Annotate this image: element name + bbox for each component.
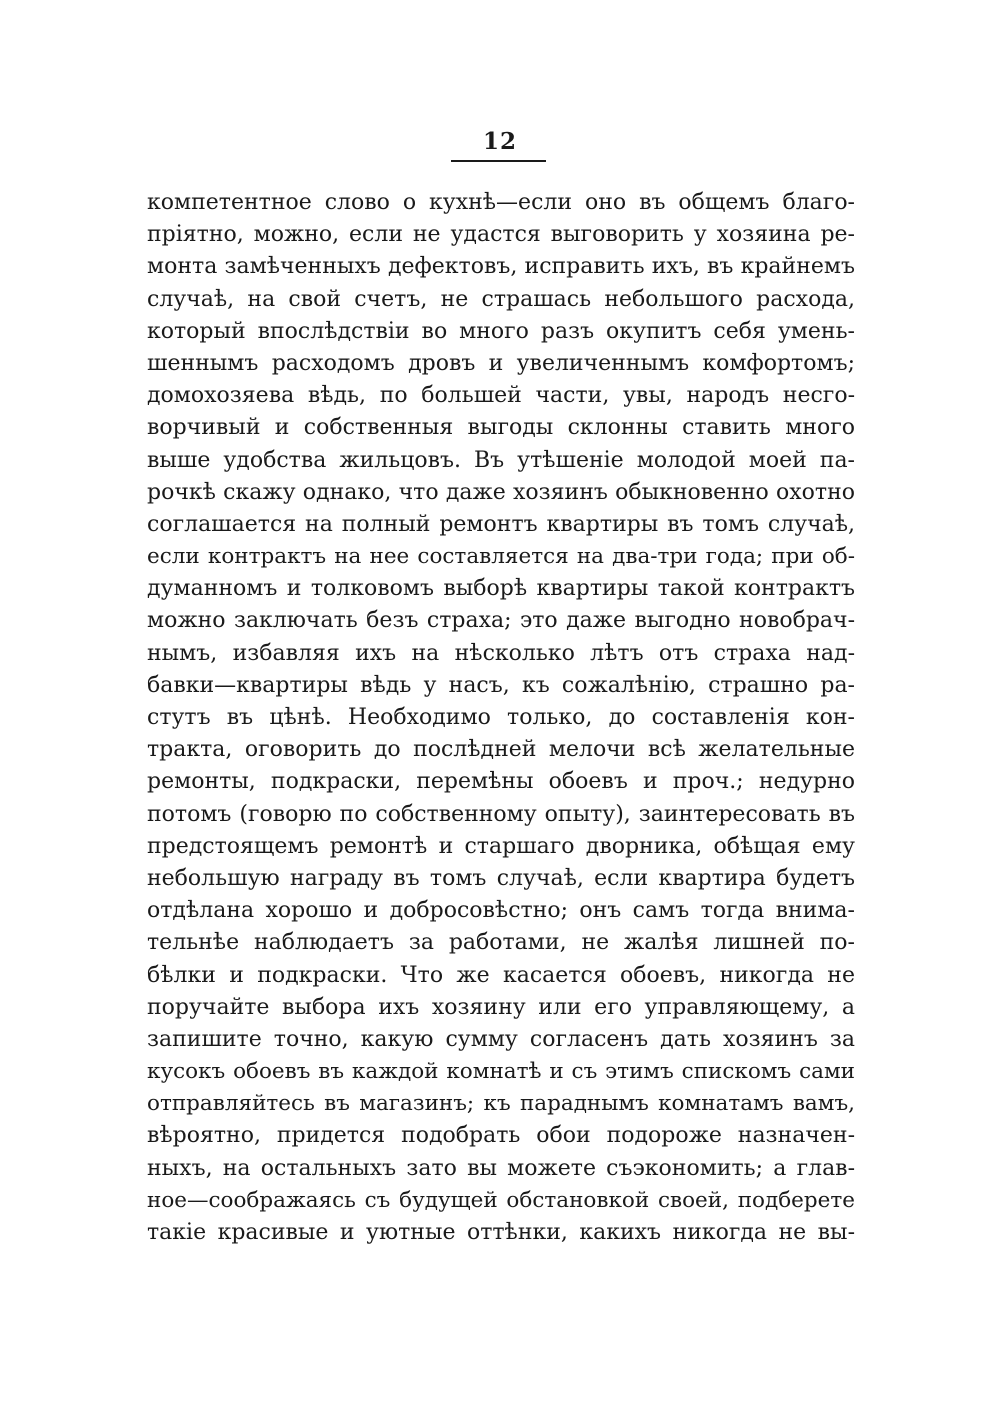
text-line: кусокъ обоевъ въ каждой комнатѣ и съ этимъ спискомъ сами [147,1059,855,1085]
text-line: рочкѣ скажу однако, что даже хозяинъ обыкновенно охотно [147,479,855,505]
text-line: монта замѣченныхъ дефектовъ, исправить ихъ, въ крайнемъ [147,254,855,280]
text-line: потомъ (говорю по собственному опыту), заинтересовать въ [147,801,855,827]
text-line: бѣлки и подкраски. Что же касается обоевъ, никогда не [147,962,855,988]
text-line: думанномъ и толковомъ выборѣ квартиры такой контрактъ [147,576,855,602]
text-line: компетентное слово о кухнѣ—если оно въ общемъ благо- [147,190,855,215]
page-number: 12 [482,128,517,155]
text-line: пріятно, можно, если не удастся выговорить у хозяина ре- [147,222,855,248]
text-line: бавки—квартиры вѣдь у насъ, къ сожалѣнію, страшно ра- [147,672,855,698]
text-line: соглашается на полный ремонтъ квартиры въ томъ случаѣ, [147,511,855,537]
text-line: нымъ, избавляя ихъ на нѣсколько лѣтъ отъ страха над- [147,640,855,666]
text-line: стутъ въ цѣнѣ. Необходимо только, до составленія кон- [147,705,855,730]
text-line: тельнѣе наблюдаетъ за работами, не жалѣя лишней по- [147,930,855,956]
text-line: выше удобства жильцовъ. Въ утѣшеніе молодой моей па- [147,447,855,473]
text-line: предстоящемъ ремонтѣ и старшаго дворника, обѣщая ему [147,833,855,859]
text-line: ныхъ, на остальныхъ зато вы можете съэкономить; а глав- [147,1155,855,1181]
text-line: домохозяева вѣдь, по большей части, увы, народъ несго- [147,383,855,409]
text-line: запишите точно, какую сумму согласенъ дать хозяинъ за [147,1026,855,1052]
text-line: вѣроятно, придется подобрать обои подороже назначен- [147,1123,855,1149]
text-line: ворчивый и собственныя выгоды склонны ставить много [147,415,855,441]
text-line: шеннымъ расходомъ дровъ и увеличеннымъ комфортомъ; [147,350,855,376]
text-line: случаѣ, на свой счетъ, не страшась небольшого расхода, [147,286,855,312]
text-line: отправляйтесь въ магазинъ; къ параднымъ комнатамъ вамъ, [147,1091,855,1117]
text-line: ное—соображаясь съ будущей обстановкой своей, подберете [147,1187,855,1213]
text-line: поручайте выбора ихъ хозяину или его управляющему, а [147,994,855,1020]
text-line: ремонты, подкраски, перемѣны обоевъ и проч.; недурно [147,769,855,795]
text-line: который впослѣдствіи во много разъ окупитъ себя умень- [147,318,855,344]
body-text [147,187,855,1249]
text-line: небольшую награду въ томъ случаѣ, если квартира будетъ [147,865,855,891]
text-line: можно заключать безъ страха; это даже выгодно новобрач- [147,608,855,634]
text-line: тракта, оговорить до послѣдней мелочи всѣ желательные [147,737,855,763]
page-number-rule [451,160,546,162]
text-line: такіе красивые и уютные оттѣнки, какихъ никогда не вы- [147,1220,855,1245]
text-line: если контрактъ на нее составляется на два-три года; при об- [147,544,855,570]
text-line: отдѣлана хорошо и добросовѣстно; онъ самъ тогда внима- [147,898,855,924]
